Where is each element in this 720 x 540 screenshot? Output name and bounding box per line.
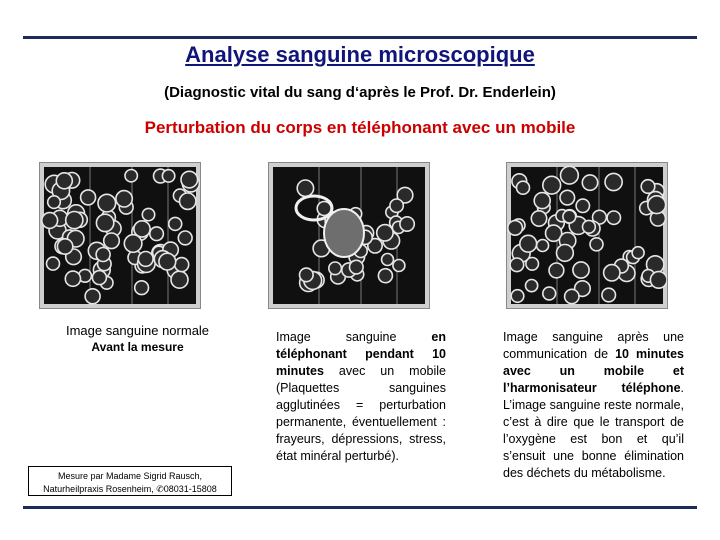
normal-caption-text: Image sanguine normale: [65, 323, 210, 338]
bottom-divider: [23, 506, 697, 509]
blood-cells-normal-micrograph: [40, 163, 200, 308]
normal-caption: [40, 322, 235, 356]
normal-blood-image: [39, 162, 201, 309]
harmonizer-description: [503, 329, 684, 482]
phone-blood-image: [268, 162, 430, 309]
page-title: Analyse sanguine microscopique: [185, 42, 535, 67]
harmonizer-desc-text-2: . L’image sanguine reste normale, c’est à dire que le transport de l’oxygène est bon et qu’il s’ensuit une bonne élimination des déchets du métabolisme.: [503, 381, 684, 480]
phone-desc-bold: en téléphonant pendant 10 minutes: [276, 330, 446, 378]
phone-desc-text-2: avec un mobile (Plaquettes sanguines agglutinées = perturbation permanente, éventuellement : frayeurs, dépressions, stress, état minéral perturbé).: [276, 364, 446, 463]
blood-cells-clumped-micrograph: [269, 163, 429, 308]
phone-desc-text-1: Image sanguine: [276, 330, 432, 344]
harmonizer-desc-text-1: Image sanguine après une communication de: [503, 330, 684, 361]
section-heading: Perturbation du corps en téléphonant avec un mobile: [144, 118, 576, 137]
credit-line-1: Mesure par Madame Sigrid Rausch,: [57, 471, 203, 481]
page-subtitle: (Diagnostic vital du sang d‘après le Prof. Dr. Enderlein): [164, 84, 556, 101]
top-divider: [23, 36, 697, 39]
harmonizer-desc-bold: 10 minutes avec un mobile et l’harmonisateur téléphone: [503, 347, 684, 395]
phone-description: [276, 329, 446, 465]
credit-line-2: Naturheilpraxis Rosenheim, ✆08031-15808: [43, 484, 217, 494]
normal-caption-bold: Avant la mesure: [91, 340, 184, 354]
measurement-credit: [28, 466, 232, 496]
harmonizer-blood-image: [506, 162, 668, 309]
blood-cells-restored-micrograph: [507, 163, 667, 308]
